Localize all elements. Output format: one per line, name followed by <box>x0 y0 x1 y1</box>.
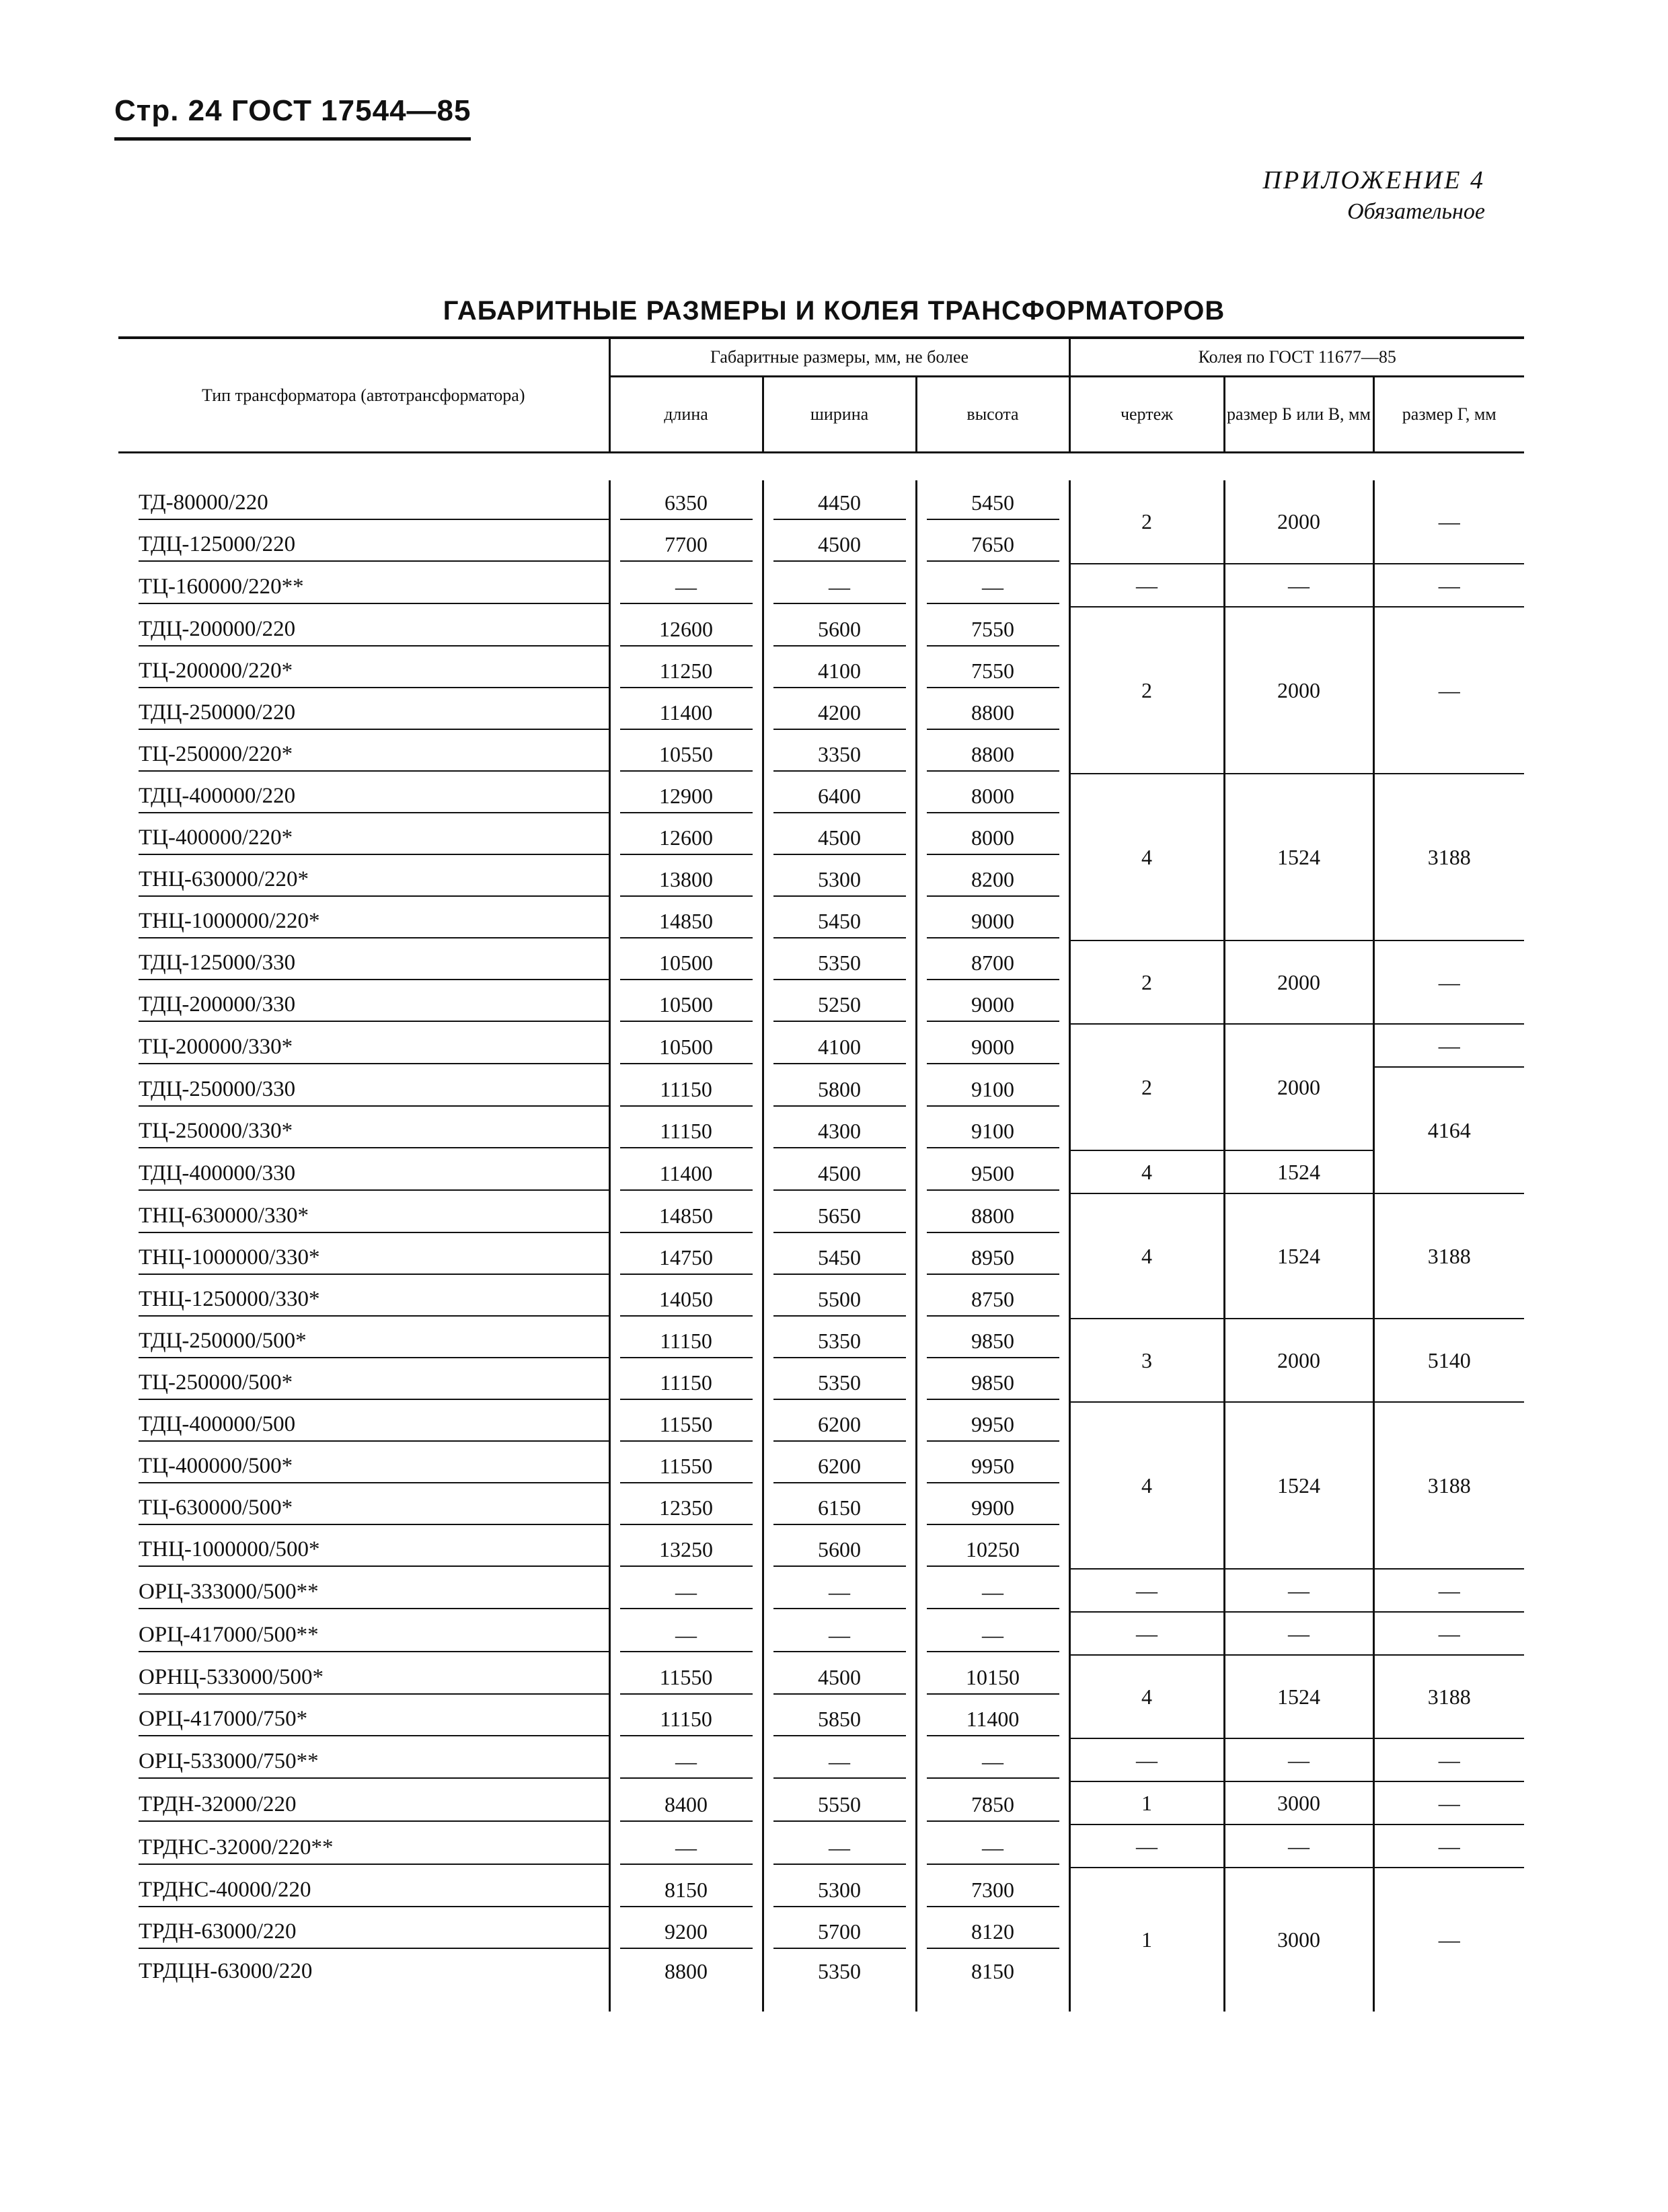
table-row <box>118 1612 1524 1655</box>
length-value: 14050 <box>620 1279 753 1317</box>
width-value: 5500 <box>773 1279 906 1317</box>
size-g-value: — <box>1373 1868 1524 2012</box>
drawing-value: — <box>1069 1738 1224 1781</box>
size-bv-value: 1524 <box>1224 1193 1373 1319</box>
height-value: 7650 <box>927 524 1059 562</box>
height-value: — <box>927 1827 1059 1865</box>
transformer-type: ТЦ-160000/220** <box>139 566 609 604</box>
height-value: 11400 <box>927 1699 1059 1736</box>
height-value: 8150 <box>971 1959 1014 1983</box>
width-value: — <box>773 1572 906 1609</box>
length-value: 8800 <box>665 1959 708 1983</box>
size-bv-value: — <box>1224 1569 1373 1612</box>
height-value: 8120 <box>927 1911 1059 1949</box>
table-row <box>118 607 1524 649</box>
size-g-value: — <box>1373 607 1524 774</box>
transformer-type: ТДЦ-125000/330 <box>139 943 609 980</box>
table-row <box>118 941 1524 982</box>
width-value: 4100 <box>773 1027 906 1064</box>
col-size-bv-header: размер Б или В, мм <box>1224 377 1373 453</box>
transformer-type: ОРЦ-417000/500** <box>139 1615 609 1652</box>
width-value: — <box>773 1741 906 1779</box>
transformer-type: ТЦ-250000/330* <box>139 1111 609 1148</box>
width-value: 5600 <box>773 609 906 647</box>
height-value: 8800 <box>927 734 1059 772</box>
size-bv-value: — <box>1224 1824 1373 1868</box>
height-value: 7550 <box>927 651 1059 688</box>
width-value: 5600 <box>773 1529 906 1567</box>
transformer-type: ТДЦ-125000/220 <box>139 524 609 562</box>
length-value: — <box>620 1741 753 1779</box>
appendix-number: ПРИЛОЖЕНИЕ 4 <box>1262 166 1485 194</box>
height-value: 9100 <box>927 1111 1059 1148</box>
height-value: 9950 <box>927 1404 1059 1442</box>
width-value: 5350 <box>818 1959 861 1983</box>
col-length-header: длина <box>609 377 763 453</box>
width-value: 4500 <box>773 524 906 562</box>
width-value: 4500 <box>773 1657 906 1695</box>
height-value: 8800 <box>927 692 1059 730</box>
drawing-value: — <box>1069 1612 1224 1655</box>
length-value: 11400 <box>620 1153 753 1191</box>
transformer-type: ТДЦ-250000/220 <box>139 692 609 730</box>
width-value: 4300 <box>773 1111 906 1148</box>
size-g-value: 3188 <box>1373 1655 1524 1738</box>
length-value: 11150 <box>620 1111 753 1148</box>
transformer-type: ТЦ-250000/220* <box>139 734 609 772</box>
transformer-type: ТЦ-630000/500* <box>139 1487 609 1525</box>
size-bv-value: — <box>1224 1738 1373 1781</box>
height-value: — <box>927 566 1059 604</box>
height-value: 10150 <box>927 1657 1059 1695</box>
size-bv-value: 2000 <box>1224 1024 1373 1150</box>
size-g-value: — <box>1373 1024 1524 1067</box>
length-value: 10500 <box>620 1027 753 1064</box>
transformer-type: ТД-80000/220 <box>139 482 609 520</box>
table-row <box>118 1569 1524 1612</box>
length-value: 8400 <box>620 1784 753 1822</box>
transformer-type: ТРДЦН-63000/220 <box>139 1959 313 1983</box>
height-value: 8200 <box>927 859 1059 897</box>
size-g-value: 4164 <box>1373 1067 1524 1193</box>
size-bv-value: 2000 <box>1224 1319 1373 1402</box>
width-value: 4500 <box>773 1153 906 1191</box>
width-value: 5300 <box>773 1870 906 1907</box>
size-bv-value: — <box>1224 564 1373 607</box>
page-header: Стр. 24 ГОСТ 17544—85 <box>114 94 471 127</box>
height-value: 9100 <box>927 1069 1059 1107</box>
length-value: 7700 <box>620 524 753 562</box>
transformer-type: ТНЦ-1000000/330* <box>139 1237 609 1275</box>
width-value: 5350 <box>773 943 906 980</box>
transformer-type: ТЦ-200000/330* <box>139 1027 609 1064</box>
length-value: 12600 <box>620 817 753 855</box>
width-value: 4200 <box>773 692 906 730</box>
length-value: 13800 <box>620 859 753 897</box>
length-value: 10550 <box>620 734 753 772</box>
drawing-value: — <box>1069 1569 1224 1612</box>
width-value: 5450 <box>773 901 906 938</box>
length-value: 14750 <box>620 1237 753 1275</box>
transformer-type: ТДЦ-400000/220 <box>139 776 609 813</box>
transformer-type: ОРЦ-417000/750* <box>139 1699 609 1736</box>
drawing-value: 2 <box>1069 480 1224 564</box>
width-value: 5650 <box>773 1195 906 1233</box>
transformer-type: ТРДН-32000/220 <box>139 1784 609 1822</box>
height-value: 9900 <box>927 1487 1059 1525</box>
length-value: 11250 <box>620 651 753 688</box>
drawing-value: 4 <box>1069 1193 1224 1319</box>
size-g-value: 5140 <box>1373 1319 1524 1402</box>
table-row <box>118 480 1524 522</box>
height-value: 7300 <box>927 1870 1059 1907</box>
drawing-value: 1 <box>1069 1781 1224 1824</box>
drawing-value: 4 <box>1069 1150 1224 1193</box>
size-g-value: — <box>1373 1569 1524 1612</box>
width-value: 4500 <box>773 817 906 855</box>
table-row <box>118 774 1524 815</box>
transformer-type: ТДЦ-250000/500* <box>139 1321 609 1358</box>
length-value: 10500 <box>620 943 753 980</box>
drawing-value: 2 <box>1069 1024 1224 1150</box>
size-bv-value: 2000 <box>1224 480 1373 564</box>
size-bv-value: 1524 <box>1224 1655 1373 1738</box>
height-value: 8000 <box>927 776 1059 813</box>
transformer-type: ТНЦ-1250000/330* <box>139 1279 609 1317</box>
length-value: 11550 <box>620 1404 753 1442</box>
col-height-header: высота <box>916 377 1069 453</box>
drawing-value: 1 <box>1069 1868 1224 2012</box>
length-value: 11150 <box>620 1069 753 1107</box>
length-value: 11150 <box>620 1362 753 1400</box>
length-value: 10500 <box>620 984 753 1022</box>
height-value: 9000 <box>927 1027 1059 1064</box>
length-value: 11400 <box>620 692 753 730</box>
transformer-type: ТНЦ-630000/220* <box>139 859 609 897</box>
width-value: 4450 <box>773 482 906 520</box>
table-row <box>118 1738 1524 1781</box>
transformer-type: ТРДНС-40000/220 <box>139 1870 609 1907</box>
transformer-type: ТНЦ-1000000/220* <box>139 901 609 938</box>
transformer-type: ТРДН-63000/220 <box>139 1911 609 1949</box>
drawing-value: 4 <box>1069 1402 1224 1569</box>
transformer-type: ТДЦ-200000/330 <box>139 984 609 1022</box>
height-value: 10250 <box>927 1529 1059 1567</box>
width-value: 5850 <box>773 1699 906 1736</box>
width-value: 5300 <box>773 859 906 897</box>
height-value: — <box>927 1741 1059 1779</box>
col-drawing-header: чертеж <box>1069 377 1224 453</box>
width-value: — <box>773 1827 906 1865</box>
size-g-value: — <box>1373 1824 1524 1868</box>
length-value: 12600 <box>620 609 753 647</box>
length-value: 6350 <box>620 482 753 520</box>
size-g-value: — <box>1373 1781 1524 1824</box>
col-gauge-group-header: Колея по ГОСТ 11677—85 <box>1069 338 1524 377</box>
length-value: — <box>620 1572 753 1609</box>
size-bv-value: 2000 <box>1224 607 1373 774</box>
length-value: 12900 <box>620 776 753 813</box>
width-value: 6150 <box>773 1487 906 1525</box>
length-value: 11550 <box>620 1657 753 1695</box>
height-value: 9000 <box>927 984 1059 1022</box>
transformer-type: ТДЦ-250000/330 <box>139 1069 609 1107</box>
length-value: 12350 <box>620 1487 753 1525</box>
transformer-type: ОРЦ-333000/500** <box>139 1572 609 1609</box>
transformer-type: ТДЦ-400000/500 <box>139 1404 609 1442</box>
length-value: 9200 <box>620 1911 753 1949</box>
height-value: 9850 <box>927 1321 1059 1358</box>
transformer-type: ТНЦ-630000/330* <box>139 1195 609 1233</box>
width-value: 5350 <box>773 1321 906 1358</box>
height-value: — <box>927 1572 1059 1609</box>
table-row <box>118 1868 1524 1909</box>
size-bv-value: 3000 <box>1224 1781 1373 1824</box>
drawing-value: 4 <box>1069 1655 1224 1738</box>
appendix-status: Обязательное <box>1347 199 1485 224</box>
table-row <box>118 1024 1524 1067</box>
width-value: — <box>773 1615 906 1652</box>
length-value: 11550 <box>620 1446 753 1483</box>
size-g-value: — <box>1373 564 1524 607</box>
length-value: 14850 <box>620 901 753 938</box>
drawing-value: — <box>1069 1824 1224 1868</box>
col-size-g-header: размер Г, мм <box>1373 377 1524 453</box>
transformer-type: ТДЦ-200000/220 <box>139 609 609 647</box>
table-row <box>118 1824 1524 1868</box>
transformer-type: ОРНЦ-533000/500* <box>139 1657 609 1695</box>
size-g-value: — <box>1373 480 1524 564</box>
table-row <box>118 1319 1524 1360</box>
drawing-value: — <box>1069 564 1224 607</box>
drawing-value: 4 <box>1069 774 1224 941</box>
width-value: 3350 <box>773 734 906 772</box>
height-value: 9850 <box>927 1362 1059 1400</box>
width-value: 5250 <box>773 984 906 1022</box>
table-row <box>118 1402 1524 1444</box>
width-value: 6200 <box>773 1404 906 1442</box>
col-dims-group-header: Габаритные размеры, мм, не более <box>609 338 1069 377</box>
transformer-type: ТЦ-250000/500* <box>139 1362 609 1400</box>
size-g-value: 3188 <box>1373 1402 1524 1569</box>
width-value: 4100 <box>773 651 906 688</box>
table-row <box>118 1193 1524 1235</box>
table-row <box>118 1150 1524 1193</box>
width-value: 5350 <box>773 1362 906 1400</box>
height-value: 8700 <box>927 943 1059 980</box>
height-value: 7550 <box>927 609 1059 647</box>
size-bv-value: 1524 <box>1224 1150 1373 1193</box>
width-value: 6200 <box>773 1446 906 1483</box>
height-value: 9500 <box>927 1153 1059 1191</box>
drawing-value: 2 <box>1069 941 1224 1024</box>
length-value: — <box>620 566 753 604</box>
size-g-value: — <box>1373 1738 1524 1781</box>
length-value: 13250 <box>620 1529 753 1567</box>
size-g-value: — <box>1373 941 1524 1024</box>
transformer-type: ТЦ-400000/220* <box>139 817 609 855</box>
size-g-value: 3188 <box>1373 1193 1524 1319</box>
width-value: 5450 <box>773 1237 906 1275</box>
height-value: 8800 <box>927 1195 1059 1233</box>
width-value: 5800 <box>773 1069 906 1107</box>
length-value: 11150 <box>620 1321 753 1358</box>
dimensions-table <box>118 336 1524 2012</box>
length-value: — <box>620 1827 753 1865</box>
transformer-type: ТЦ-400000/500* <box>139 1446 609 1483</box>
transformer-type: ТЦ-200000/220* <box>139 651 609 688</box>
col-type-header: Тип трансформатора (автотрансформатора) <box>118 338 609 453</box>
size-bv-value: 2000 <box>1224 941 1373 1024</box>
size-bv-value: 3000 <box>1224 1868 1373 2012</box>
width-value: 5700 <box>773 1911 906 1949</box>
col-width-header: ширина <box>763 377 916 453</box>
length-value: — <box>620 1615 753 1652</box>
height-value: 8750 <box>927 1279 1059 1317</box>
length-value: 11150 <box>620 1699 753 1736</box>
drawing-value: 3 <box>1069 1319 1224 1402</box>
size-g-value: — <box>1373 1612 1524 1655</box>
transformer-type: ТРДНС-32000/220** <box>139 1827 609 1865</box>
height-value: 9950 <box>927 1446 1059 1483</box>
height-value: 8000 <box>927 817 1059 855</box>
drawing-value: 2 <box>1069 607 1224 774</box>
transformer-type: ТНЦ-1000000/500* <box>139 1529 609 1567</box>
size-bv-value: 1524 <box>1224 774 1373 941</box>
transformer-type: ТДЦ-400000/330 <box>139 1153 609 1191</box>
height-value: 9000 <box>927 901 1059 938</box>
table-row <box>118 1655 1524 1697</box>
height-value: 5450 <box>927 482 1059 520</box>
table-row <box>118 1781 1524 1824</box>
height-value: 8950 <box>927 1237 1059 1275</box>
width-value: 6400 <box>773 776 906 813</box>
size-bv-value: — <box>1224 1612 1373 1655</box>
height-value: 7850 <box>927 1784 1059 1822</box>
height-value: — <box>927 1615 1059 1652</box>
width-value: — <box>773 566 906 604</box>
table-row <box>118 564 1524 607</box>
length-value: 14850 <box>620 1195 753 1233</box>
table-title: ГАБАРИТНЫЕ РАЗМЕРЫ И КОЛЕЯ ТРАНСФОРМАТОРОВ <box>443 296 1225 326</box>
size-bv-value: 1524 <box>1224 1402 1373 1569</box>
size-g-value: 3188 <box>1373 774 1524 941</box>
length-value: 8150 <box>620 1870 753 1907</box>
transformer-type: ОРЦ-533000/750** <box>139 1741 609 1779</box>
appendix-label <box>1263 165 1485 225</box>
header-rule <box>114 137 471 141</box>
width-value: 5550 <box>773 1784 906 1822</box>
